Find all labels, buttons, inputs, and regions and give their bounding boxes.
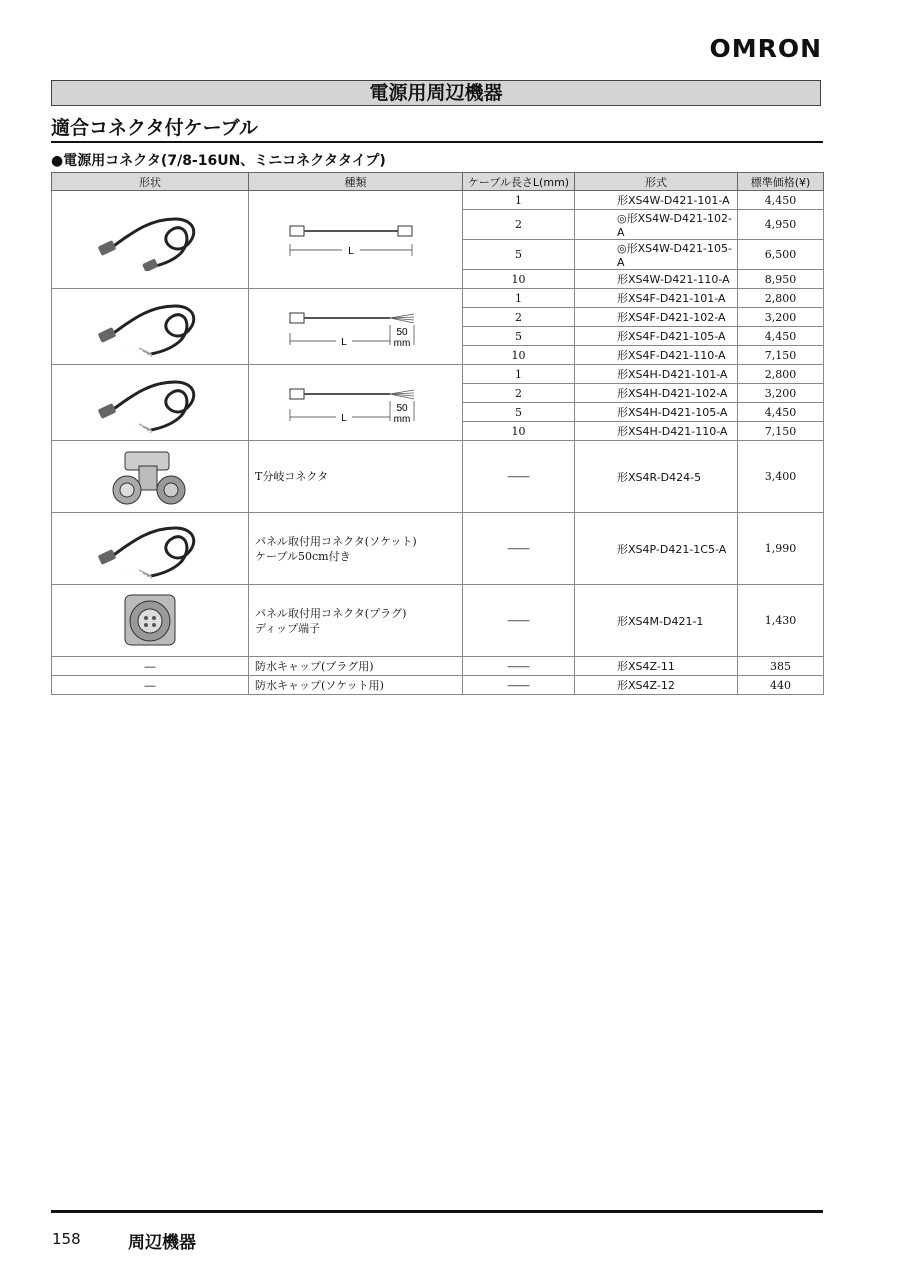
cable-length: 10 — [463, 346, 575, 365]
header-model: 形式 — [575, 173, 738, 191]
cable-length: 5 — [463, 240, 575, 270]
model-number: 形XS4Z-11 — [575, 657, 738, 676]
cable-length: ―― — [463, 441, 575, 513]
panel-plug-connector-photo — [115, 589, 185, 653]
price: 4,450 — [738, 191, 824, 210]
cable-length: ―― — [463, 676, 575, 695]
model-number: 形XS4F-D421-110-A — [575, 346, 738, 365]
table-row — [52, 365, 824, 384]
cable-length: 1 — [463, 289, 575, 308]
header-shape: 形状 — [52, 173, 249, 191]
table-row — [52, 191, 824, 210]
model-number: 形XS4W-D421-110-A — [575, 270, 738, 289]
cable-length: 1 — [463, 365, 575, 384]
model-number: 形XS4Z-12 — [575, 676, 738, 695]
product-kind: T分岐コネクタ — [249, 441, 463, 513]
price: 8,950 — [738, 270, 824, 289]
cable-socket-to-plug-photo — [95, 209, 205, 271]
table-row — [52, 676, 824, 695]
price: 3,400 — [738, 441, 824, 513]
table-row — [52, 657, 824, 676]
strip-length-value: 50 — [395, 326, 408, 338]
model-number: 形XS4W-D421-101-A — [575, 191, 738, 210]
table-body — [52, 191, 824, 695]
product-image-cell: ― — [52, 657, 249, 676]
cable-length: 5 — [463, 403, 575, 422]
model-number: 形XS4M-D421-1 — [575, 585, 738, 657]
price: 3,200 — [738, 308, 824, 327]
product-image-cell — [52, 513, 249, 585]
cable-plug-open-end-photo — [95, 372, 205, 434]
group-label: ●電源用コネクタ(7/8-16UN、ミニコネクタタイプ) — [51, 153, 386, 169]
page-number: 158 — [52, 1230, 81, 1248]
product-image-cell — [52, 585, 249, 657]
product-image-cell — [52, 365, 249, 441]
price: 2,800 — [738, 365, 824, 384]
product-table — [51, 172, 824, 695]
dimension-length-label: L — [340, 412, 347, 424]
product-kind: パネル取付用コネクタ(プラグ) ディップ端子 — [249, 585, 463, 657]
table-row — [52, 441, 824, 513]
price: 4,450 — [738, 327, 824, 346]
cable-length: 10 — [463, 422, 575, 441]
cable-length: 5 — [463, 327, 575, 346]
footer-title: 周辺機器 — [128, 1233, 196, 1253]
model-number: 形XS4F-D421-102-A — [575, 308, 738, 327]
cable-length: 1 — [463, 191, 575, 210]
header-price: 標準価格(¥) — [738, 173, 824, 191]
model-number: 形XS4P-D421-1C5-A — [575, 513, 738, 585]
panel-socket-cable-photo — [95, 518, 205, 580]
cable-length: 10 — [463, 270, 575, 289]
cable-diagram-cell — [249, 191, 463, 289]
cable-diagram-cell — [249, 365, 463, 441]
table-row — [52, 513, 824, 585]
cable-length: 2 — [463, 308, 575, 327]
product-kind: 防水キャップ(プラグ用) — [249, 657, 463, 676]
price: 3,200 — [738, 384, 824, 403]
product-kind: 防水キャップ(ソケット用) — [249, 676, 463, 695]
model-number: 形XS4H-D421-101-A — [575, 365, 738, 384]
table-header-row — [52, 173, 824, 191]
price: 7,150 — [738, 422, 824, 441]
cable-length: ―― — [463, 513, 575, 585]
product-image-cell: ― — [52, 676, 249, 695]
model-number: 形XS4H-D421-110-A — [575, 422, 738, 441]
price: 1,430 — [738, 585, 824, 657]
price: 1,990 — [738, 513, 824, 585]
cable-diagram-cell — [249, 289, 463, 365]
cable-length: ―― — [463, 657, 575, 676]
cable-length: ―― — [463, 585, 575, 657]
footer-rule — [51, 1210, 823, 1213]
product-image-cell — [52, 441, 249, 513]
t-connector-photo — [105, 444, 195, 510]
cable-dimension-diagram — [286, 305, 426, 349]
price: 2,800 — [738, 289, 824, 308]
cable-length: 2 — [463, 210, 575, 240]
header-kind: 種類 — [249, 173, 463, 191]
strip-length-unit: mm — [393, 413, 410, 425]
table-row — [52, 585, 824, 657]
subtitle: 適合コネクタ付ケーブル — [51, 117, 823, 143]
strip-length-unit: mm — [393, 337, 410, 349]
model-number: ◎形XS4W-D421-102-A — [575, 210, 738, 240]
product-image-cell — [52, 191, 249, 289]
model-number: 形XS4R-D424-5 — [575, 441, 738, 513]
price: 385 — [738, 657, 824, 676]
strip-length-value: 50 — [395, 402, 408, 414]
product-kind: パネル取付用コネクタ(ソケット) ケーブル50cm付き — [249, 513, 463, 585]
cable-length: 2 — [463, 384, 575, 403]
section-title: 電源用周辺機器 — [51, 80, 821, 106]
price: 6,500 — [738, 240, 824, 270]
cable-socket-open-end-photo — [95, 296, 205, 358]
header-length: ケーブル長さL(mm) — [463, 173, 575, 191]
price: 4,450 — [738, 403, 824, 422]
omron-logo: OMRON — [709, 34, 822, 63]
dimension-length-label: L — [347, 245, 354, 257]
dimension-length-label: L — [340, 336, 347, 348]
model-number: 形XS4H-D421-105-A — [575, 403, 738, 422]
model-number: ◎形XS4W-D421-105-A — [575, 240, 738, 270]
price: 4,950 — [738, 210, 824, 240]
model-number: 形XS4H-D421-102-A — [575, 384, 738, 403]
cable-dimension-diagram — [286, 218, 426, 262]
model-number: 形XS4F-D421-101-A — [575, 289, 738, 308]
product-image-cell — [52, 289, 249, 365]
model-number: 形XS4F-D421-105-A — [575, 327, 738, 346]
cable-dimension-diagram — [286, 381, 426, 425]
price: 440 — [738, 676, 824, 695]
table-row — [52, 289, 824, 308]
price: 7,150 — [738, 346, 824, 365]
